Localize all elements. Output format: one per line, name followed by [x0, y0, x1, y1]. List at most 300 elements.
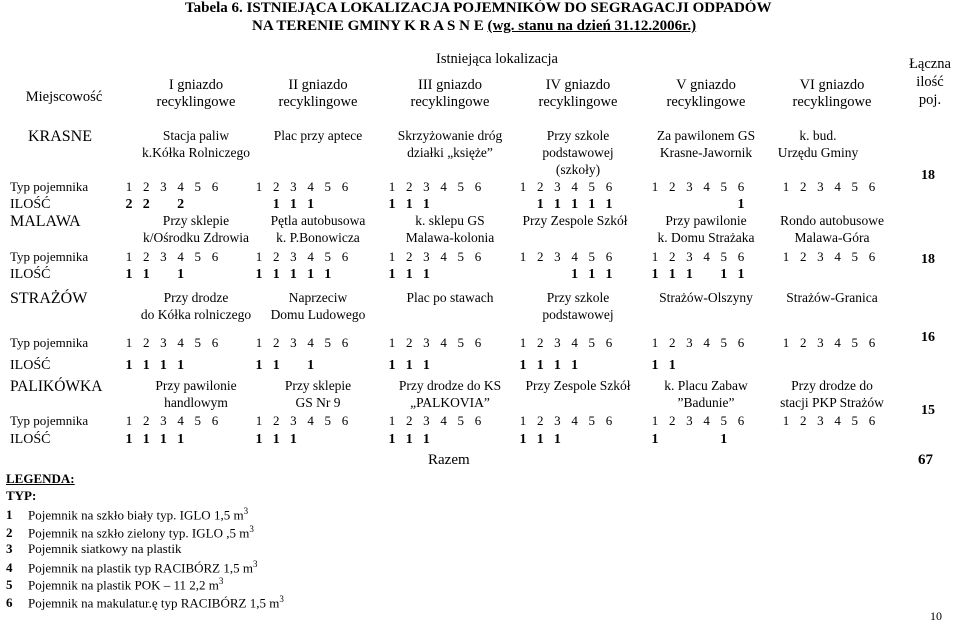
type-row-label: Typ pojemnika [10, 335, 89, 350]
quantity-value: 1 [255, 267, 263, 282]
location-line: Przy pawilonie [155, 378, 237, 393]
town-total: 18 [921, 252, 935, 267]
type-number: 4 [703, 249, 710, 264]
type-number: 6 [341, 179, 349, 194]
type-number: 4 [440, 249, 447, 264]
location-line: Domu Ludowego [270, 306, 366, 322]
type-number: 5 [457, 249, 465, 264]
type-number: 6 [341, 335, 349, 350]
quantity-value: 1 [720, 432, 728, 447]
location-line: Rondo autobusowe [780, 213, 884, 228]
type-number: 2 [272, 179, 280, 194]
location-cell [786, 290, 877, 307]
quantity-value: 1 [388, 197, 396, 212]
quantity-value: 1 [668, 267, 676, 282]
type-number: 5 [588, 413, 596, 428]
header-laczna-2: ilość [916, 74, 944, 91]
location-line: Strażów-Granica [786, 290, 878, 305]
location-line: Przy Zespole Szkół [522, 213, 628, 228]
type-number: 5 [194, 413, 202, 428]
quantity-value: 1 [142, 267, 150, 282]
title-date: (wg. stanu na dzień 31.12.2006r.) [487, 18, 697, 34]
location-cell [142, 128, 250, 162]
town-total: 15 [921, 403, 935, 418]
type-number: 4 [307, 249, 314, 264]
type-number: 2 [799, 335, 807, 350]
quantity-row-label: ILOŚĆ [10, 267, 51, 282]
type-number: 5 [588, 179, 596, 194]
quantity-value: 1 [272, 197, 280, 212]
page-number: 10 [930, 609, 942, 623]
quantity-row [10, 432, 920, 449]
location-cell [285, 378, 351, 412]
quantity-value: 1 [388, 267, 396, 282]
location-line: Przy sklepie [284, 378, 352, 393]
legend-item [6, 576, 223, 593]
type-number: 1 [388, 413, 396, 428]
type-number: 1 [651, 179, 659, 194]
type-number: 1 [388, 335, 396, 350]
location-cell [271, 290, 366, 324]
type-number: 2 [142, 249, 150, 264]
quantity-value: 1 [571, 197, 579, 212]
type-number: 3 [160, 335, 167, 350]
quantity-value: 1 [289, 432, 297, 447]
nest-header-line: recyklingowe [156, 94, 236, 111]
quantity-value: 1 [289, 197, 297, 212]
quantity-row-label: ILOŚĆ [10, 432, 51, 447]
nest-header-line: recyklingowe [538, 94, 618, 111]
quantity-value: 1 [142, 358, 150, 373]
legend-item-sup: 3 [218, 576, 224, 586]
type-number: 5 [324, 413, 332, 428]
town-name: MALAWA [10, 213, 81, 230]
type-number: 6 [737, 335, 745, 350]
type-number: 3 [554, 413, 561, 428]
type-number: 3 [290, 249, 297, 264]
type-number: 2 [668, 413, 676, 428]
quantity-row [10, 358, 920, 375]
quantity-value: 1 [388, 432, 396, 447]
legend-item-text: Pojemnik siatkowy na plastik [28, 541, 182, 556]
type-number: 1 [255, 249, 263, 264]
type-number: 2 [536, 413, 544, 428]
type-number: 2 [405, 179, 413, 194]
type-number: 2 [405, 335, 413, 350]
location-line: Skrzyżowanie dróg [397, 128, 503, 143]
quantity-row-label: ILOŚĆ [10, 197, 51, 212]
location-line: „PALKOVIA” [410, 394, 490, 410]
quantity-value: 1 [536, 197, 544, 212]
legend-title: LEGENDA: [6, 471, 75, 486]
type-number: 3 [554, 249, 561, 264]
type-number: 4 [703, 413, 710, 428]
location-line: Strażów-Olszyny [659, 290, 753, 305]
nest-header-line: VI gniazdo [799, 77, 865, 93]
location-line: ”Badunie” [677, 394, 735, 410]
type-number: 1 [125, 335, 133, 350]
town-name: PALIKÓWKA [10, 378, 103, 395]
nest-header-1 [157, 77, 236, 112]
type-row [10, 413, 920, 430]
quantity-value: 1 [422, 197, 430, 212]
location-line: Urzędu Gminy [777, 144, 859, 160]
type-number: 6 [474, 249, 482, 264]
header-laczna-1: Łączna [909, 56, 951, 72]
quantity-value: 1 [651, 358, 659, 373]
location-line: Naprzeciw [288, 290, 348, 305]
type-number: 1 [255, 179, 263, 194]
location-line: Przy szkole [546, 290, 610, 305]
type-number: 6 [868, 249, 876, 264]
type-number: 2 [272, 413, 280, 428]
type-number: 6 [737, 249, 745, 264]
type-number: 6 [605, 179, 613, 194]
type-number: 1 [388, 179, 396, 194]
location-cell [398, 128, 503, 162]
type-number: 1 [255, 335, 263, 350]
town-name: STRAŻÓW [10, 290, 88, 307]
quantity-value: 1 [159, 432, 167, 447]
quantity-value: 1 [422, 267, 430, 282]
type-row [10, 249, 920, 266]
legend-item-number: 2 [6, 524, 13, 540]
quantity-value: 2 [142, 197, 150, 212]
quantity-value: 1 [307, 267, 315, 282]
quantity-value: 1 [405, 197, 413, 212]
legend-item-sup: 3 [252, 558, 258, 569]
type-number: 3 [160, 179, 167, 194]
type-number: 6 [605, 335, 613, 350]
legend-item [6, 506, 248, 523]
type-number: 5 [851, 249, 859, 264]
header-miejscowosc: Miejscowość [25, 89, 103, 105]
type-number: 4 [571, 179, 578, 194]
type-row-label: Typ pojemnika [10, 179, 89, 194]
quantity-value: 1 [307, 197, 315, 212]
header-istniejaca: Istniejąca lokalizacja [436, 51, 558, 67]
location-line: k. P.Bonowicza [276, 229, 360, 245]
type-number: 4 [703, 179, 710, 194]
type-number: 4 [307, 179, 314, 194]
location-cell [399, 378, 501, 412]
type-number: 6 [474, 335, 482, 350]
type-number: 1 [651, 413, 659, 428]
location-cell [664, 378, 748, 412]
location-line: Malawa-kolonia [405, 229, 495, 245]
location-cell [407, 290, 494, 307]
legend-item [6, 524, 254, 541]
nest-header-line: II gniazdo [288, 77, 348, 93]
quantity-value: 1 [685, 267, 693, 282]
type-number: 2 [142, 179, 150, 194]
type-number: 3 [686, 249, 693, 264]
type-number: 5 [720, 179, 728, 194]
type-number: 4 [440, 179, 447, 194]
type-row-label: Typ pojemnika [10, 249, 89, 264]
town-total: 18 [921, 168, 935, 183]
type-number: 1 [782, 179, 790, 194]
location-cell [406, 213, 494, 247]
quantity-row [10, 267, 920, 284]
quantity-value: 1 [651, 267, 659, 282]
type-number: 2 [272, 335, 280, 350]
quantity-value: 1 [388, 358, 396, 373]
type-number: 3 [554, 179, 561, 194]
quantity-value: 1 [571, 358, 579, 373]
type-number: 2 [668, 335, 676, 350]
nest-header-6 [793, 77, 872, 112]
type-number: 5 [324, 335, 332, 350]
quantity-value: 1 [519, 432, 527, 447]
type-number: 4 [177, 413, 184, 428]
type-number: 1 [782, 249, 790, 264]
type-number: 4 [571, 249, 578, 264]
type-number: 1 [125, 179, 133, 194]
legend-item [6, 541, 181, 557]
location-line: k. Domu Strażaka [657, 229, 755, 245]
type-number: 3 [423, 413, 430, 428]
quantity-value: 1 [553, 197, 561, 212]
type-number: 6 [474, 413, 482, 428]
nest-header-3 [411, 77, 490, 112]
legend-item-number: 3 [6, 541, 13, 556]
nest-header-line: recyklingowe [278, 94, 358, 111]
type-number: 5 [851, 335, 859, 350]
type-number: 2 [405, 249, 413, 264]
legend-item-text: Pojemnik na szkło biały typ. IGLO 1,5 m [28, 507, 244, 523]
location-line: k/Ośrodku Zdrowia [142, 229, 250, 245]
location-line: k.Kółka Rolniczego [142, 144, 250, 160]
location-line: Przy drodze do KS [398, 378, 502, 393]
legend-item-sup: 3 [279, 593, 284, 604]
location-line: k. bud. [799, 128, 837, 143]
razem-label: Razem [428, 452, 470, 468]
type-number: 3 [817, 249, 824, 264]
quantity-value: 1 [177, 358, 185, 373]
type-number: 4 [834, 335, 841, 350]
type-number: 1 [651, 335, 659, 350]
type-number: 4 [571, 413, 578, 428]
type-number: 5 [851, 413, 859, 428]
quantity-value: 1 [405, 432, 413, 447]
type-number: 1 [519, 179, 527, 194]
type-number: 3 [686, 413, 693, 428]
type-number: 1 [125, 249, 133, 264]
legend-item-sup: 3 [249, 523, 254, 534]
location-cell [780, 378, 884, 412]
location-line: GS Nr 9 [295, 394, 341, 410]
type-number: 1 [651, 249, 659, 264]
quantity-value: 1 [255, 432, 263, 447]
type-number: 4 [440, 413, 447, 428]
location-line: Przy szkole [546, 128, 610, 143]
quantity-value: 1 [571, 267, 579, 282]
type-number: 6 [211, 335, 219, 350]
legend-item [6, 594, 284, 611]
nest-header-line: III gniazdo [417, 77, 483, 93]
quantity-value: 1 [177, 432, 185, 447]
type-number: 2 [536, 179, 544, 194]
type-number: 6 [605, 413, 613, 428]
type-number: 5 [720, 335, 728, 350]
type-number: 3 [423, 179, 430, 194]
quantity-value: 1 [272, 432, 280, 447]
location-line: Za pawilonem GS [656, 128, 756, 143]
location-line: Przy drodze do [791, 378, 873, 393]
legend-item-number: 5 [6, 577, 13, 593]
location-cell [143, 213, 249, 247]
type-number: 6 [341, 413, 349, 428]
legend-item-number: 4 [6, 559, 13, 575]
type-number: 4 [307, 413, 314, 428]
type-number: 3 [160, 413, 167, 428]
type-number: 3 [817, 413, 824, 428]
type-number: 5 [324, 179, 332, 194]
location-cell [780, 213, 884, 247]
type-number: 2 [799, 413, 807, 428]
nest-header-2 [279, 77, 358, 112]
quantity-value: 1 [125, 432, 133, 447]
header-laczna-3: poj. [918, 92, 942, 109]
type-number: 5 [194, 249, 202, 264]
quantity-value: 2 [177, 197, 185, 212]
nest-header-line: V gniazdo [676, 77, 736, 93]
quantity-value: 1 [536, 358, 544, 373]
type-number: 4 [703, 335, 710, 350]
type-number: 1 [125, 413, 133, 428]
quantity-value: 1 [605, 197, 613, 212]
quantity-value: 2 [125, 197, 133, 212]
type-number: 6 [474, 179, 482, 194]
legend-item-sup: 3 [243, 506, 249, 516]
quantity-value: 1 [737, 197, 745, 212]
type-number: 2 [668, 249, 676, 264]
type-number: 3 [290, 335, 297, 350]
type-number: 1 [519, 413, 527, 428]
location-cell [542, 128, 613, 179]
quantity-value: 1 [272, 358, 280, 373]
type-number: 5 [851, 179, 859, 194]
table-title-line2 [252, 18, 696, 35]
type-number: 6 [868, 335, 876, 350]
legend-item-number: 6 [6, 594, 13, 610]
type-number: 6 [211, 413, 219, 428]
location-cell [657, 213, 754, 247]
quantity-value: 1 [125, 358, 133, 373]
razem-value: 67 [918, 452, 933, 468]
nest-header-line: I gniazdo [168, 77, 224, 93]
type-row-label: Typ pojemnika [10, 413, 89, 428]
location-line: handlowym [164, 394, 228, 410]
type-number: 6 [341, 249, 349, 264]
type-number: 2 [142, 335, 150, 350]
type-number: 5 [457, 413, 465, 428]
type-number: 4 [177, 335, 184, 350]
type-number: 5 [720, 413, 728, 428]
type-number: 3 [290, 179, 297, 194]
location-line: k. Placu Zabaw [664, 378, 748, 393]
type-number: 4 [834, 249, 841, 264]
quantity-value: 1 [737, 267, 745, 282]
location-line: podstawowej [542, 306, 614, 322]
location-line: Krasne-Jawornik [659, 144, 753, 160]
legend-item-text: Pojemnik na szkło zielony typ. IGLO ,5 m [28, 524, 250, 540]
quantity-value: 1 [668, 358, 676, 373]
location-line: Przy pawilonie [665, 213, 747, 228]
type-row [10, 179, 920, 196]
location-cell [271, 213, 366, 247]
nest-header-5 [667, 77, 746, 112]
legend-item-text: Pojemnik na plastik POK – 11 2,2 m [28, 577, 219, 593]
quantity-value: 1 [255, 358, 263, 373]
quantity-value: 1 [519, 358, 527, 373]
quantity-value: 1 [720, 267, 728, 282]
location-line: Plac po stawach [406, 290, 494, 305]
town-total: 16 [921, 330, 935, 345]
type-number: 6 [211, 249, 219, 264]
type-number: 5 [588, 249, 596, 264]
location-line: Przy drodze [163, 290, 229, 305]
type-number: 1 [519, 249, 527, 264]
location-cell [523, 213, 628, 230]
nest-header-line: recyklingowe [410, 94, 490, 111]
location-line: k. sklepu GS [415, 213, 485, 228]
location-line: Stacja paliw [162, 128, 230, 143]
type-number: 3 [817, 179, 824, 194]
type-number: 5 [194, 179, 202, 194]
type-number: 5 [324, 249, 332, 264]
type-number: 6 [737, 179, 745, 194]
quantity-value: 1 [588, 197, 596, 212]
type-number: 3 [423, 335, 430, 350]
location-line: (szkoły) [555, 161, 601, 177]
type-number: 6 [737, 413, 745, 428]
type-number: 4 [571, 335, 578, 350]
quantity-value: 1 [553, 358, 561, 373]
type-number: 2 [142, 413, 150, 428]
quantity-value: 1 [605, 267, 613, 282]
quantity-value: 1 [422, 358, 430, 373]
nest-header-4 [539, 77, 618, 112]
type-number: 1 [782, 413, 790, 428]
location-line: Plac przy aptece [273, 128, 363, 143]
type-number: 6 [868, 179, 876, 194]
location-line: Malawa-Góra [794, 229, 870, 245]
location-cell [526, 378, 631, 395]
legend-item [6, 559, 257, 576]
type-number: 2 [799, 179, 807, 194]
quantity-value: 1 [125, 267, 133, 282]
quantity-row-label: ILOŚĆ [10, 358, 51, 373]
quantity-row [10, 197, 920, 214]
type-number: 6 [605, 249, 613, 264]
type-number: 5 [588, 335, 596, 350]
quantity-value: 1 [272, 267, 280, 282]
quantity-value: 1 [405, 267, 413, 282]
quantity-value: 1 [307, 358, 315, 373]
nest-header-line: IV gniazdo [545, 77, 611, 93]
location-line: Przy Zespole Szkół [525, 378, 631, 393]
legend-item-text: Pojemnik na makulatur.ę typ RACIBÓRZ 1,5 m [28, 594, 280, 610]
type-number: 2 [405, 413, 413, 428]
quantity-value: 1 [405, 358, 413, 373]
quantity-value: 1 [177, 267, 185, 282]
type-number: 1 [255, 413, 263, 428]
quantity-value: 1 [324, 267, 332, 282]
type-number: 4 [177, 179, 184, 194]
location-line: do Kółka rolniczego [140, 306, 252, 322]
